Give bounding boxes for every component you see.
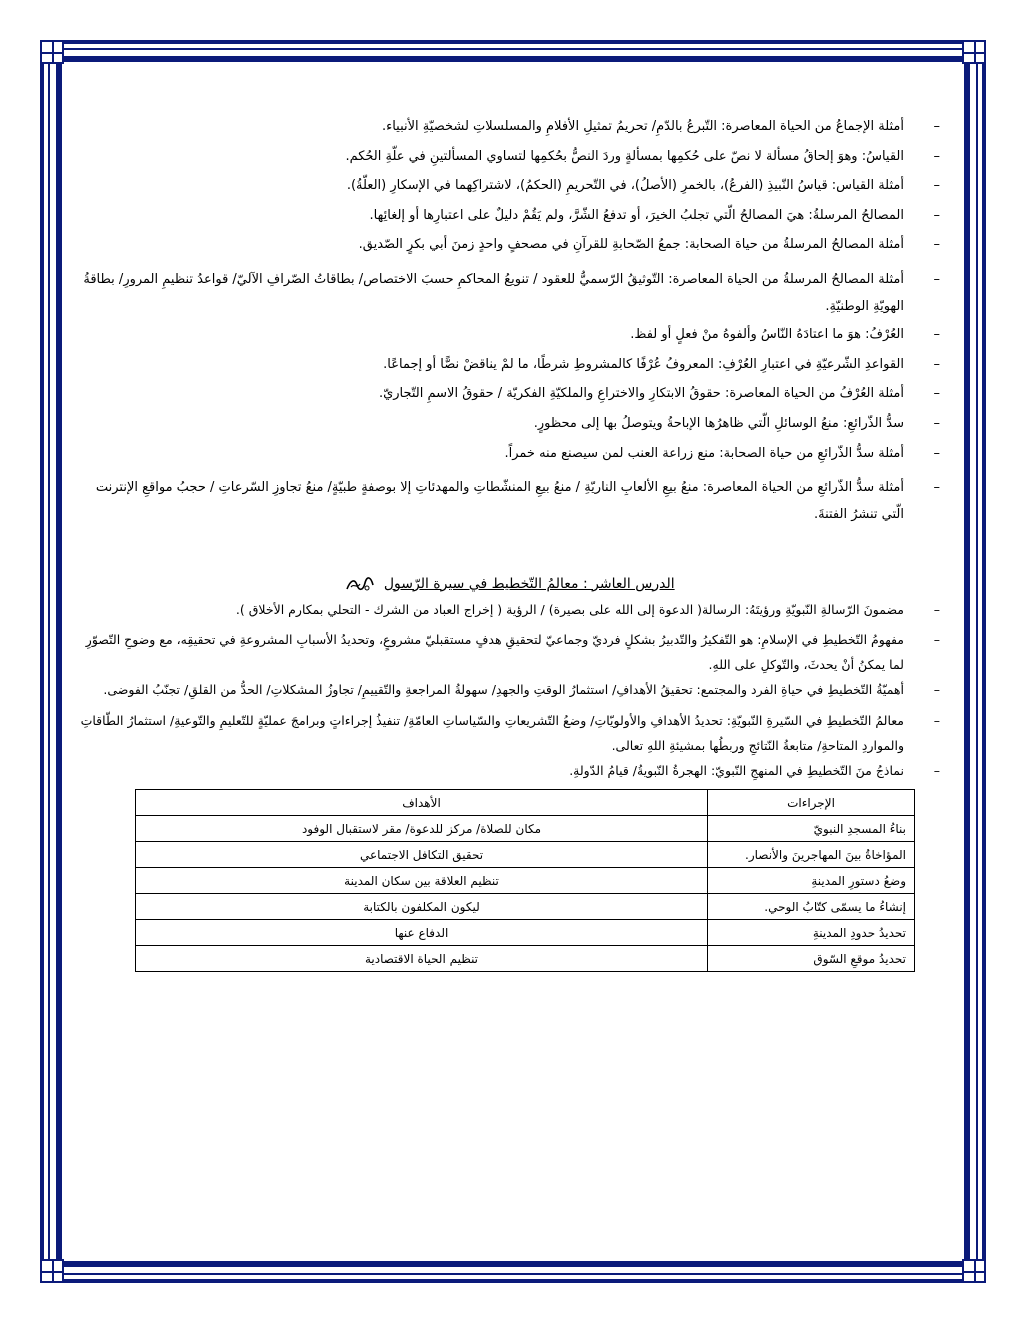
border-corner-ornament xyxy=(962,1259,986,1283)
list-item: – أمثلة المصالحُ المرسلةُ من الحياة المعاصرة: التّوثيقُ الرّسميُّ للعقود / تنويعُ المحاكمِ حسبَ الاختصاص/ بطاقاتُ الصّرافِ الآليّ/ قواعدُ تنظيمِ المرورِ/ بطاقةُ الهويّةِ الوطنيّةِ. xyxy=(80,266,940,321)
lesson10-title-text: الدرس العاشر : معالمُ التّخطيط في سيرة الرّسول xyxy=(383,575,675,592)
list-item: – أمثلة العُرْفُ من الحياة المعاصرة: حقوقُ الابتكارِ والاختراعِ والملكيّةِ الفكريّة / حقوقُ الاسمِ التّجاريّ. xyxy=(80,385,940,403)
list-item: – نماذجُ منَ التّخطيطِ في المنهجِ النّبويّ: الهجرةُ النّبويةُ/ قيامُ الدّولةِ. xyxy=(80,763,940,780)
procedure-cell: وضعُ دستورِ المدينةِ xyxy=(708,868,915,894)
list-item: – العُرْفُ: هوَ ما اعتادَهُ النّاسُ وألفوهُ منْ فعلٍ أو لفظ. xyxy=(80,326,940,344)
goal-cell: الدفاع عنها xyxy=(136,920,708,946)
table-row xyxy=(136,816,915,842)
header-procedures: الإجراءات xyxy=(708,790,915,816)
list-item: – أهميّةُ التّخطيطِ في حياةِ الفرد والمجتمع: تحقيقُ الأهدافِ/ استثمارُ الوقتِ والجهدِ/ سهولةُ المراجعةِ والتّقييمِ/ تجاوزُ المشكلاتِ/ الحدُّ من القلقِ/ تجنّبُ الفوضى. xyxy=(80,682,940,699)
goal-cell: تنظيم العلاقة بين سكان المدينة xyxy=(136,868,708,894)
calligraphy-seal-icon xyxy=(345,575,375,593)
list-item: – أمثلة سدُّ الذّرائعِ من الحياة المعاصرة: منعُ بيعِ الألعابِ الناريّةِ / منعُ بيعِ المنشّطاتِ والمهدئاتِ إلا بوصفةٍ طبيّةٍ/ منعُ تجاوزِ السّرعاتِ / حجبُ مواقعِ الإنترنت الّتي تنشرُ الفتنةَ. xyxy=(80,474,940,529)
table-row xyxy=(136,946,915,972)
list-item: – أمثلة الإجماعُ من الحياة المعاصرة: التّبرعُ بالدّمِ/ تحريمُ تمثيلِ الأفلامِ والمسلسلاتِ لشخصيّةِ الأنبياء. xyxy=(80,118,940,136)
table-row xyxy=(136,920,915,946)
header-goals: الأهداف xyxy=(136,790,708,816)
goal-cell: مكان للصلاة/ مركز للدعوة/ مقر لاستقبال الوفود xyxy=(136,816,708,842)
goal-cell: تنظيم الحياة الاقتصادية xyxy=(136,946,708,972)
table-row xyxy=(136,868,915,894)
procedure-cell: المؤاخاةُ بينَ المهاجرينَ والأنصار. xyxy=(708,842,915,868)
list-item: – معالمُ التّخطيطِ في السّيرةِ النّبويّةِ: تحديدُ الأهدافِ والأولويّاتِ/ وضعُ التّشريعاتِ والسّياساتِ العامّةِ/ تنفيذُ إجراءاتٍ وبرامجَ عمليّةٍ للتّعليمِ والتّوعيةِ/ استثمارُ الطّاقاتِ والمواردِ المتاحةِ/ متابعةُ النّتائجِ وربطُها بمشيئةِ اللهِ تعالى. xyxy=(80,708,940,758)
planning-examples-table xyxy=(135,789,915,972)
list-item: – سدُّ الذّرائعِ: منعُ الوسائلِ الّتي ظاهرُها الإباحةُ ويتوصلُ بها إلى محظورٍ. xyxy=(80,415,940,433)
list-item: – القياسُ: وهوَ إلحاقُ مسألة لا نصّ على حُكمِها بمسألةٍ وردَ النصُّ بحُكمِها لتساوي المسألتينِ في علّةِ الحُكم. xyxy=(80,148,940,166)
page-content xyxy=(80,118,940,972)
table-row xyxy=(136,894,915,920)
table-row xyxy=(136,842,915,868)
border-corner-ornament xyxy=(40,1259,64,1283)
goal-cell: ليكون المكلفون بالكتابة xyxy=(136,894,708,920)
list-item: – أمثلة المصالحُ المرسلةُ من حياة الصحابة: جمعُ الصّحابةِ للقرآنِ في مصحفٍ واحدٍ زمنَ أبي بكرٍ الصّديق. xyxy=(80,236,940,254)
list-item: – مفهومُ التّخطيطِ في الإسلامِ: هو التّفكيرُ والتّدبيرُ بشكلٍ فرديّ وجماعيّ لتحقيقِ هدفٍ مستقبليّ مشروعٍ، وتحديدُ الأسبابِ المشروعةِ في تحقيقِه، مع وضوحِ التّصوّرِ لما يمكنُ أنْ يحدثَ، والتّوكلِ على اللهِ. xyxy=(80,627,940,677)
lesson10-list xyxy=(80,602,940,781)
border-corner-ornament xyxy=(962,40,986,64)
list-item: – أمثلة القياس: قياسُ النّبيذِ (الفرعُ)، بالخمرِ (الأصلُ)، في التّحريمِ (الحكمُ)، لاشتراكِهما في الإسكارِ (العلّةُ). xyxy=(80,177,940,195)
lesson10-title xyxy=(80,575,940,594)
procedure-cell: بناءُ المسجدِ النبويّ xyxy=(708,816,915,842)
table-header-row xyxy=(136,790,915,816)
border-corner-ornament xyxy=(40,40,64,64)
procedure-cell: تحديدُ حدودِ المدينةِ xyxy=(708,920,915,946)
procedure-cell: إنشاءُ ما يسمّى كتّابُ الوحي. xyxy=(708,894,915,920)
list-item: – مضمونَ الرّسالةِ النّبويّةِ ورؤيتَهُ: الرسالة( الدعوة إلى الله على بصيرة) / الرؤية ( إخراج العباد من الشرك - التحلي بمكارم الأخلاق ). xyxy=(80,602,940,619)
procedure-cell: تحديدُ موقعِ السّوق xyxy=(708,946,915,972)
goal-cell: تحقيق التكافل الاجتماعي xyxy=(136,842,708,868)
lesson9-list xyxy=(80,118,940,529)
list-item: – القواعدِ الشّرعيّةِ في اعتبارِ العُرْفِ: المعروفُ عُرْفًا كالمشروطِ شرطًا، ما لمْ يناقضْ نصًّا أو إجماعًا. xyxy=(80,356,940,374)
list-item: – أمثلة سدُّ الذّرائعِ من حياة الصحابة: منع زراعة العنب لمن سيصنع منه خمراً. xyxy=(80,445,940,463)
list-item: – المصالحُ المرسلةُ: هيَ المصالحُ الّتي تجلبُ الخيرَ، أو تدفعُ الشّرَّ، ولم يَقُمْ دليلٌ على اعتبارِها أو إلغائِها. xyxy=(80,207,940,225)
